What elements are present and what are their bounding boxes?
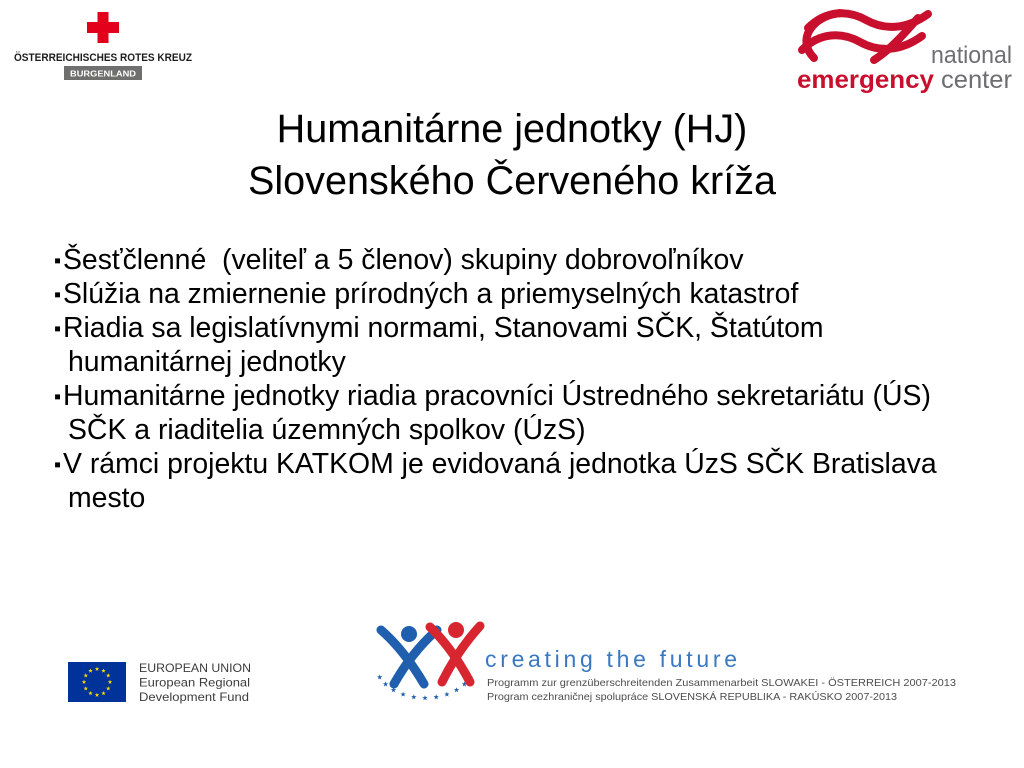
blue-figure-head [401, 626, 417, 642]
bullet-list [54, 243, 1014, 515]
bullet-text: humanitárnej jednotky [68, 346, 346, 378]
star-icon [454, 687, 459, 692]
list-item [54, 311, 1014, 379]
slide-title-line: Slovenského Červeného kríža [247, 159, 776, 203]
logo-word-center: center [941, 66, 1012, 94]
program-slogan: creating the future [485, 646, 737, 672]
star-icon [422, 695, 427, 700]
bullet-text: Riadia sa legislatívnymi normami, Stanovami SČK, Štatútom [63, 312, 824, 344]
bullet-line [54, 379, 1014, 413]
creating-the-future-logo [370, 612, 970, 712]
eu-label-line: EUROPEAN UNION [139, 661, 251, 675]
creating-the-future-figures-icon [377, 622, 480, 700]
bullet-line [54, 311, 1014, 345]
bullet-marker: ▪ [54, 454, 62, 476]
eu-flag-icon [68, 662, 126, 702]
star-icon [434, 694, 439, 699]
eu-erdf-logo [60, 650, 260, 710]
bullet-continuation-line [54, 345, 1014, 379]
red-cross-icon [87, 12, 119, 43]
bullet-line [54, 243, 1014, 277]
region-badge-label: BURGENLAND [70, 68, 136, 79]
star-icon [400, 692, 405, 697]
bullet-text: Humanitárne jednotky riadia pracovníci Ústredného sekretariátu (ÚS) [63, 380, 931, 412]
bullet-line [54, 277, 1014, 311]
eu-label-line: Development Fund [139, 690, 249, 704]
bullet-line [54, 447, 1014, 481]
bullet-text: mesto [68, 482, 146, 514]
bullet-continuation-line [54, 481, 1014, 515]
list-item [54, 277, 1014, 311]
slide-title-line: Humanitárne jednotky (HJ) [276, 107, 748, 151]
slide-title [0, 103, 1024, 207]
eu-label-line: European Regional [139, 675, 250, 690]
emergency-center-logo [790, 0, 1024, 105]
bullet-text: SČK a riaditelia územných spolkov (ÚzS) [68, 414, 586, 446]
list-item [54, 243, 1014, 277]
list-item [54, 379, 1014, 447]
bullet-marker: ▪ [54, 386, 62, 408]
bullet-text: Šesťčlenné (veliteľ a 5 členov) skupiny dobrovoľníkov [63, 244, 744, 276]
bullet-text: V rámci projektu KATKOM je evidovaná jednotka ÚzS SČK Bratislava [63, 448, 937, 480]
red-figure-head [448, 622, 464, 638]
bullet-continuation-line [54, 413, 1014, 447]
bullet-marker: ▪ [54, 318, 62, 340]
star-icon [444, 692, 449, 697]
emergency-swoosh-icon [802, 13, 928, 60]
red-cross-organization-name: ÖSTERREICHISCHES ROTES KREUZ [14, 52, 202, 64]
list-item [54, 447, 1014, 515]
bullet-marker: ▪ [54, 284, 62, 306]
red-cross-logo [0, 0, 210, 90]
logo-word-national: national [931, 42, 1012, 69]
program-name-line: Program cezhraničnej spolupráce SLOVENSKÁ REPUBLIKA - RAKÚSKO 2007-2013 [487, 691, 886, 703]
star-icon [377, 674, 382, 679]
logo-word-emergency: emergency [797, 66, 935, 94]
program-name-line: Programm zur grenzüberschreitenden Zusammenarbeit SLOWAKEI - ÖSTERREICH 2007-2013 [487, 677, 957, 689]
star-icon [411, 694, 416, 699]
bullet-text: Slúžia na zmiernenie prírodných a priemyselných katastrof [63, 278, 799, 310]
star-icon [383, 681, 388, 686]
bullet-marker: ▪ [54, 250, 62, 272]
